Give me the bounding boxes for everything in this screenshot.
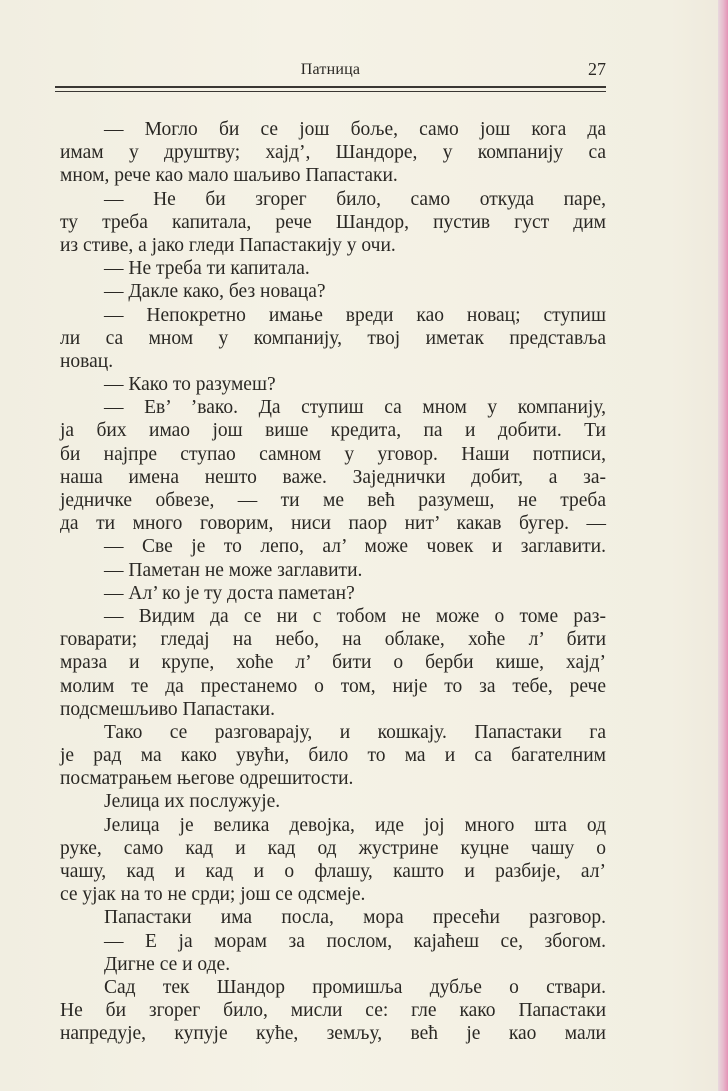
text-line: — Не треба ти капитала. bbox=[104, 258, 310, 280]
text-line: — Ал’ ко је ту доста паметан? bbox=[104, 582, 355, 604]
text-line: Сад тек Шандор промишља дубље о ствари. bbox=[104, 976, 606, 998]
page-header bbox=[55, 58, 606, 82]
text-line: молим те да престанемо о том, није то за тебе, рече bbox=[60, 675, 606, 697]
text-line: ја бих имао још више кредита, па и добити. Ти bbox=[60, 420, 606, 442]
text-line: — Паметан не може заглавити. bbox=[104, 559, 363, 581]
text-line: да ти много говорим, ниси паор нит’ какав бугер. — bbox=[60, 513, 606, 535]
text-line: новац. bbox=[60, 350, 114, 372]
text-line: — Могло би се још боље, само још кога да bbox=[104, 119, 606, 140]
body-text bbox=[60, 118, 606, 1046]
text-line: Папастаки има посла, мора пресећи разговор. bbox=[104, 907, 606, 929]
text-line: Дигне се и оде. bbox=[104, 953, 231, 975]
page-number: 27 bbox=[588, 59, 606, 79]
text-line: имам у друштву; хајд’, Шандоре, у компанију са bbox=[60, 142, 606, 164]
text-line: подсмешљиво Папастаки. bbox=[60, 698, 275, 720]
text-line: руке, само кад и кад од жустрине куцне чашу о bbox=[60, 837, 606, 859]
text-line: мном, рече као мало шаљиво Папастаки. bbox=[60, 165, 398, 187]
running-title: Патница bbox=[300, 61, 361, 78]
text-line: — Не би згорег било, само откуда паре, bbox=[104, 188, 606, 210]
text-line: ли са мном у компанију, твој иметак представља bbox=[60, 327, 606, 349]
text-line: — Видим да се ни с тобом не може о томе раз- bbox=[104, 605, 606, 627]
text-line: — Дакле како, без новаца? bbox=[104, 281, 326, 303]
page-edge bbox=[718, 0, 728, 1091]
text-line: Јелица је велика девојка, иде јој много шта од bbox=[104, 814, 606, 836]
text-line: се ујак на то не срди; још се одсмеје. bbox=[60, 884, 366, 906]
text-line: чашу, кад и кад и о флашу, кашто и разбије, ал’ bbox=[60, 861, 606, 882]
text-line: Јелица их послужује. bbox=[104, 791, 281, 813]
text-line: — Е ја морам за послом, кајаћеш се, збогом. bbox=[104, 930, 606, 952]
text-line: из стиве, а јако гледи Папастакију у очи. bbox=[60, 234, 396, 256]
text-line: Не би згорег било, мисли се: гле како Папастаки bbox=[60, 1000, 606, 1022]
text-line: — Све је то лепо, ал’ може човек и заглавити. bbox=[104, 536, 606, 558]
text-line: говарати; гледај на небо, на облаке, хоће л’ бити bbox=[60, 629, 606, 651]
text-line: — Ев’ ’вако. Да ступиш са мном у компанију, bbox=[104, 397, 606, 419]
text-line: посматрањем његове одрешитости. bbox=[60, 768, 354, 790]
header-rule-thin bbox=[55, 91, 606, 92]
text-line: — Како то разумеш? bbox=[104, 374, 276, 396]
text-line: наша имена нешто важе. Заједнички добит, а за- bbox=[60, 466, 606, 488]
text-line: ту треба капитала, рече Шандор, пустив густ дим bbox=[60, 211, 606, 233]
text-line: би најпре ступао самном у уговор. Наши потписи, bbox=[60, 443, 606, 465]
text-line: је рад ма како увући, било то ма и са багателним bbox=[60, 745, 606, 767]
text-line: напредује, купује куће, земљу, већ је као мали bbox=[60, 1023, 606, 1045]
text-line: једничке обвезе, — ти ме већ разумеш, не треба bbox=[60, 490, 606, 511]
text-line: Тако се разговарају, и кошкају. Папастаки га bbox=[104, 721, 606, 743]
text-line: мраза и крупе, хоће л’ бити о берби кише, хајд’ bbox=[60, 652, 606, 674]
header-rule-thick bbox=[55, 86, 606, 88]
text-line: — Непокретно имање вреди као новац; ступиш bbox=[104, 304, 606, 326]
